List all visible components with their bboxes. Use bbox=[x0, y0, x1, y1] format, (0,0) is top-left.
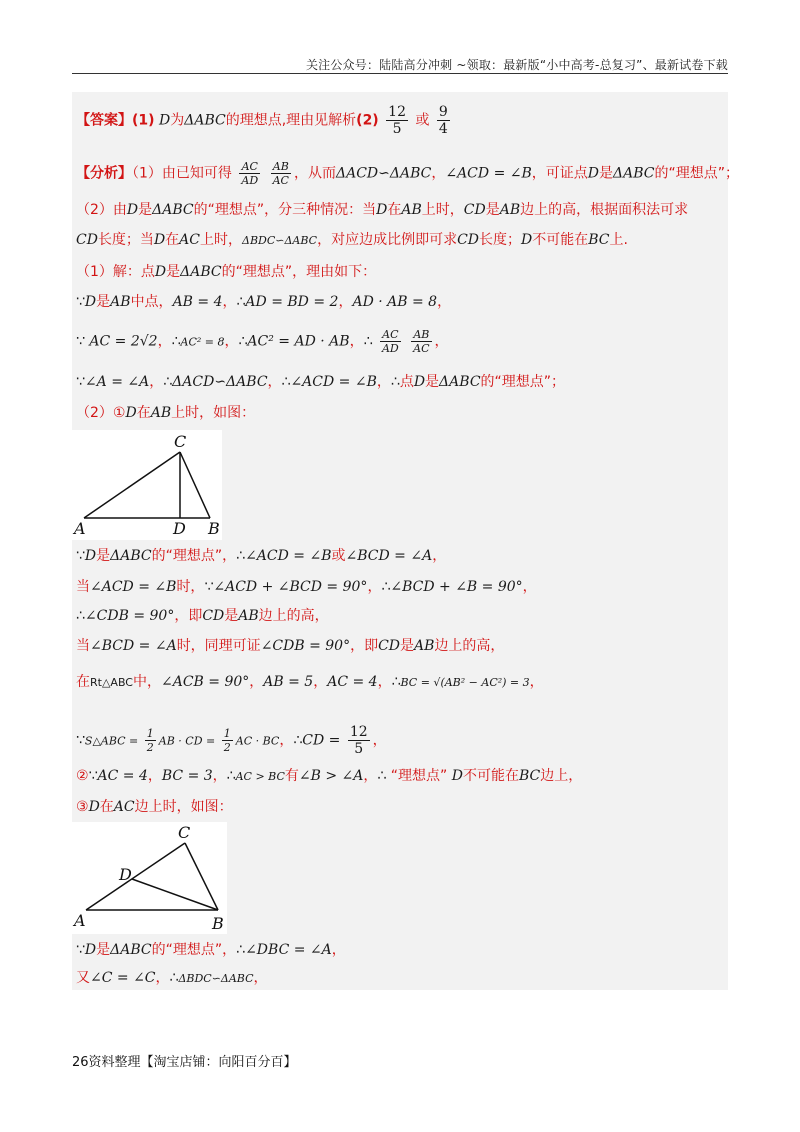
label-a: A bbox=[74, 911, 86, 930]
figure-2 bbox=[72, 822, 227, 934]
solution-line-3: ∵ AC = 2√2，∴AC² = 8，∴AC² = AD · AB，∴ $\frac{AC}{AD}$ $\frac{AB}{AC}$ ， bbox=[76, 328, 449, 355]
label-c: C bbox=[178, 823, 191, 842]
label-d: D bbox=[119, 865, 132, 884]
side-ac bbox=[86, 843, 185, 910]
solution-line-10: 在Rt△ABC中，∠ACB = 90°，AB = 5，AC = 4，∴BC = √(AB² − AC²) = 3， bbox=[76, 674, 544, 690]
solution-line-13: ③D在AC边上时，如图： bbox=[76, 799, 233, 815]
analysis-line-2: （2）由D是ΔABC的“理想点”，分三种情况：当D在AB上时，CD是AB边上的高，根据面积法可求 bbox=[76, 202, 689, 218]
page-header: 关注公众号：陆陆高分冲刺 ~领取：最新版“小中高考-总复习”、最新试卷下载 bbox=[305, 58, 728, 72]
triangle-figure-2 bbox=[72, 822, 227, 934]
figure-1 bbox=[72, 430, 222, 540]
solution-line-8: ∴∠CDB = 90°，即CD是AB边上的高， bbox=[76, 608, 329, 624]
label-a: A bbox=[74, 519, 86, 538]
footer-text: 资料整理【淘宝店铺：向阳百分百】 bbox=[88, 1055, 297, 1070]
solution-line-9: 当∠BCD = ∠A时，同理可证∠CDB = 90°，即CD是AB边上的高， bbox=[76, 638, 505, 654]
page-number: 26 bbox=[72, 1055, 89, 1070]
answer-line: 【答案】(1) D为ΔABC的理想点,理由见解析(2) $\frac{12}{5}$ 或 $\frac{9}{4}$ bbox=[76, 104, 448, 137]
solution-line-6: ∵D是ΔABC的“理想点”，∴∠ACD = ∠B或∠BCD = ∠A， bbox=[76, 548, 447, 564]
solution-line-4: ∵∠A = ∠A，∴ΔACD∽ΔABC，∴∠ACD = ∠B，∴点D是ΔABC的“理想点”； bbox=[76, 374, 566, 390]
label-c: C bbox=[174, 432, 187, 451]
solution-line-2: ∵D是AB中点，AB = 4，∴AD = BD = 2，AD · AB = 8， bbox=[76, 294, 452, 310]
side-bc bbox=[180, 452, 210, 518]
solution-line-1: （1）解：点D是ΔABC的“理想点”，理由如下： bbox=[76, 264, 377, 280]
solution-line-5: （2）①D在AB上时，如图： bbox=[76, 405, 256, 421]
label-b: B bbox=[208, 519, 220, 538]
solution-line-12: ②∵AC = 4，BC = 3，∴AC > BC有∠B > ∠A，∴ “理想点” D不可能在BC边上， bbox=[76, 768, 583, 784]
answer-fraction-1: $\frac{12}{5}$ bbox=[388, 104, 406, 137]
header-divider bbox=[72, 73, 728, 74]
analysis-line-1: 【分析】（1）由已知可得 $\frac{AC}{AD}$ $\frac{AB}{AC}$ ，从而ΔACD∽ΔABC，∠ACD = ∠B，可证点D是ΔABC的“理想点”； bbox=[76, 160, 740, 187]
solution-line-7: 当∠ACD = ∠B时，∵∠ACD + ∠BCD = 90°，∴∠BCD + ∠B = 90°， bbox=[76, 579, 537, 595]
solution-line-11: ∵S△ABC = $\frac{1}{2}$ AB · CD = $\frac{1}{2}$ AC · BC，∴CD = $\frac{12}{5}$ ， bbox=[76, 724, 387, 757]
analysis-line-3: CD长度；当D在AC上时，ΔBDC∽ΔABC，对应边成比例即可求CD长度；D不可能在BC上. bbox=[76, 232, 628, 248]
page-footer bbox=[72, 1051, 297, 1070]
side-ac bbox=[84, 452, 180, 518]
answer-fraction-2: $\frac{9}{4}$ bbox=[438, 104, 448, 137]
label-d: D bbox=[173, 519, 186, 538]
solution-line-14: ∵D是ΔABC的“理想点”，∴∠DBC = ∠A， bbox=[76, 942, 346, 958]
label-b: B bbox=[212, 914, 224, 933]
triangle-figure-1 bbox=[72, 430, 222, 540]
solution-line-15: 又∠C = ∠C，∴ΔBDC∽ΔABC， bbox=[76, 970, 268, 986]
